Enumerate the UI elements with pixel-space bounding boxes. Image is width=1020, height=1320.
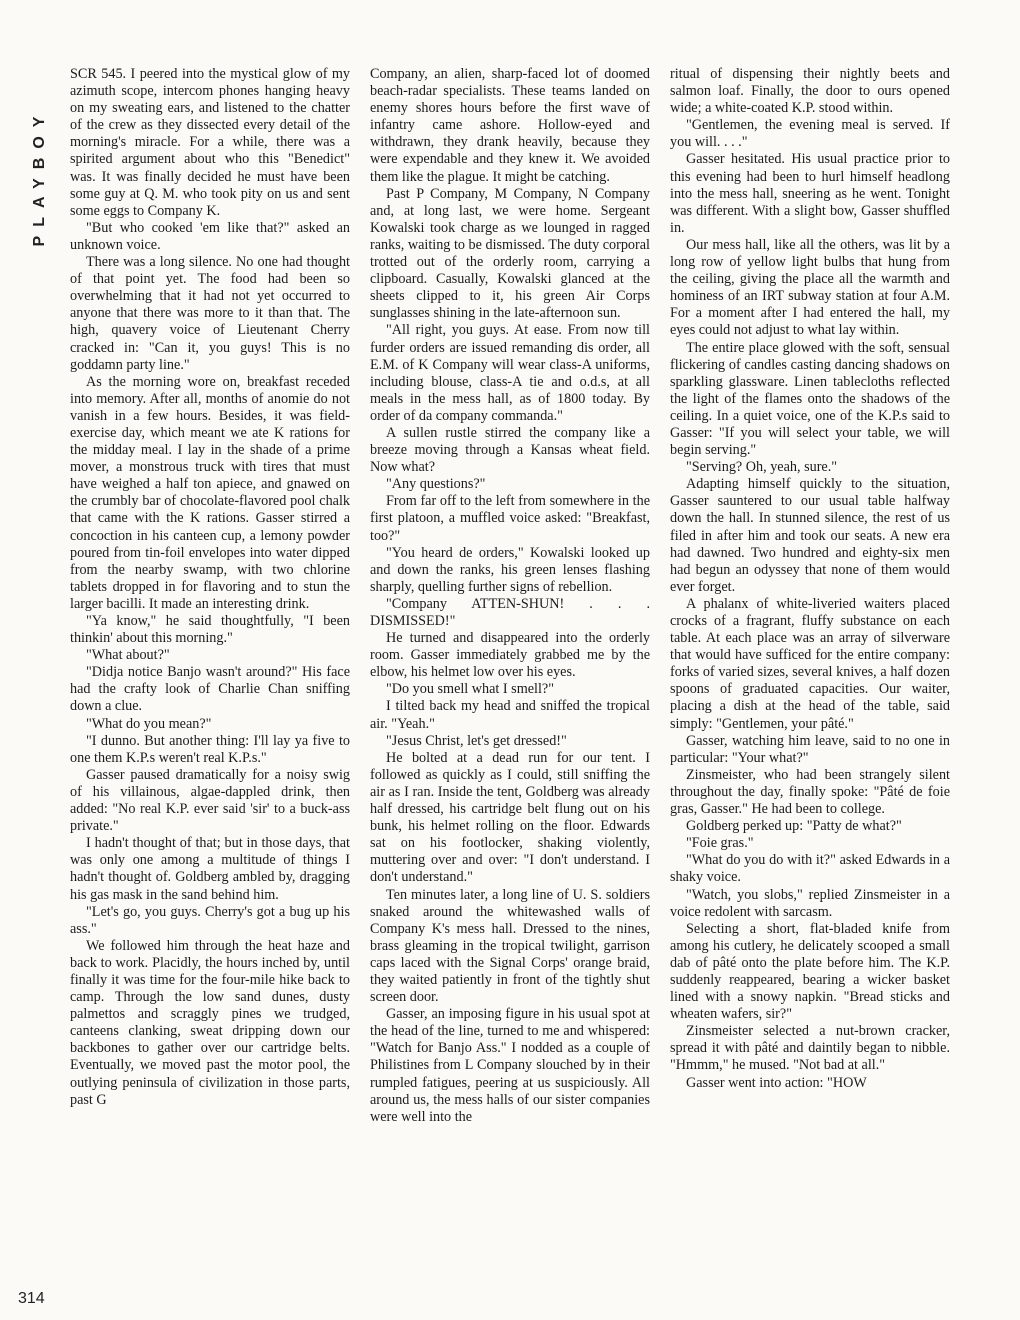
paragraph: "You heard de orders," Kowalski looked up and down the ranks, his green lenses flashing sharply, quelling further signs of rebellion. <box>370 544 650 595</box>
paragraph: Adapting himself quickly to the situation, Gasser sauntered to our usual table halfway down the hall. In stunned silence, the rest of us filed in after him and took our seats. A new era had dawned. Two hundred and eighty-six men had begun an odyssey that none of them would ever forget. <box>670 476 950 595</box>
paragraph: We followed him through the heat haze and back to work. Placidly, the hours inched by, until finally it was time for the four-mile hike back to camp. Through the low sand dunes, dusty palmettos and scraggly pines we trudged, canteens clanking, sweat dripping down our backbones to gather over our cartridge belts. Eventually, we moved past the motor pool, the outlying peninsula of civilization in those parts, past G <box>70 937 350 1108</box>
paragraph: Zinsmeister selected a nut-brown cracker, spread it with pâté and daintily began to nibble. "Hmmm," he mused. "Not bad at all." <box>670 1023 950 1074</box>
paragraph: I hadn't thought of that; but in those days, that was only one among a multitude of things I hadn't thought of. Goldberg ambled by, dragging his gas mask in the sand behind him. <box>70 835 350 903</box>
text-column-2 <box>370 66 650 1306</box>
paragraph: He turned and disappeared into the orderly room. Gasser immediately grabbed me by the elbow, his helmet low over his eyes. <box>370 630 650 681</box>
text-column-1 <box>70 66 350 1306</box>
paragraph: "Any questions?" <box>386 476 486 493</box>
paragraph: He bolted at a dead run for our tent. I followed as quickly as I could, still sniffing the air as I ran. Inside the tent, Goldberg was already half dressed, his cartridge belt flung out on his bunk, his helmet rolling on the floor. Edwards sat on his footlocker, shaking violently, muttering over and over: "I don't understand. I don't understand." <box>370 749 650 886</box>
paragraph: I tilted back my head and sniffed the tropical air. "Yeah." <box>370 698 650 732</box>
paragraph: "Let's go, you guys. Cherry's got a bug up his ass." <box>70 903 350 937</box>
paragraph: "Company ATTEN-SHUN! . . . DISMISSED!" <box>370 595 650 629</box>
paragraph: Gasser hesitated. His usual practice prior to this evening had been to hurl himself headlong into the mess hall, sneering as he went. Tonight was different. With a slight bow, Gasser shuffled in. <box>670 151 950 236</box>
page-number: 314 <box>18 1290 45 1307</box>
paragraph: "Gentlemen, the evening meal is served. If you will. . . ." <box>670 117 950 151</box>
paragraph: Gasser, watching him leave, said to no one in particular: "Your what?" <box>670 732 950 766</box>
paragraph: There was a long silence. No one had thought of that point yet. The food had been so overwhelming that it had not yet occurred to anyone that there was more to it than that. The high, quavery voice of Lieutenant Cherry cracked in: "Can it, you guys! This is no goddamn party line." <box>70 254 350 373</box>
paragraph: "Foie gras." <box>686 835 754 852</box>
paragraph: Ten minutes later, a long line of U. S. soldiers snaked around the whitewashed walls of Company K's mess hall. Dressed to the nines, brass gleaming in the tropical twilight, garrison caps laced with the Signal Corps' orange braid, they waited patiently in front of the tightly shut screen door. <box>370 886 650 1006</box>
article-body <box>70 66 950 1306</box>
paragraph: Zinsmeister, who had been strangely silent throughout the day, finally spoke: "Pâté de foie gras, Gasser." He had been to college. <box>670 766 950 818</box>
paragraph: "Jesus Christ, let's get dressed!" <box>386 732 567 749</box>
paragraph: "Watch, you slobs," replied Zinsmeister in a voice redolent with sarcasm. <box>670 886 950 920</box>
paragraph: Past P Company, M Company, N Company and, at long last, we were home. Sergeant Kowalski took charge as we lounged in ragged ranks, waiting to be dismissed. The duty corporal trotted out of the orderly room, carrying a clipboard. Casually, Kowalski glanced at the sheets clipped to it, his green Air Corps sunglasses shining in the late-afternoon sun. <box>370 185 650 322</box>
paragraph: "But who cooked 'em like that?" asked an unknown voice. <box>70 219 350 253</box>
paragraph: From far off to the left from somewhere in the first platoon, a muffled voice asked: "Breakfast, too?" <box>370 493 650 544</box>
paragraph: "Ya know," he said thoughtfully, "I been thinkin' about this morning." <box>70 613 350 647</box>
paragraph: "Do you smell what I smell?" <box>386 681 555 698</box>
paragraph: "I dunno. But another thing: I'll lay ya five to one them K.P.s weren't real K.P.s." <box>70 732 350 766</box>
paragraph: Our mess hall, like all the others, was lit by a long row of yellow light bulbs that hung from the ceiling, giving the place all the warmth and hominess of an IRT subway station at four A.M. For a moment after I had entered the hall, my eyes could not adjust to what lay within. <box>670 236 950 339</box>
paragraph: Company, an alien, sharp-faced lot of doomed beach-radar specialists. These teams landed on enemy shores hours before the first wave of infantry came ashore. Hollow-eyed and withdrawn, they drank heavily, because they were expendable and they knew it. We avoided them like the plague. It might be catching. <box>370 66 650 185</box>
paragraph: "What do you mean?" <box>86 715 212 732</box>
paragraph: A sullen rustle stirred the company like a breeze moving through a Kansas wheat field. Now what? <box>370 424 650 476</box>
paragraph: As the morning wore on, breakfast receded into memory. After all, months of anomie do not vanish in a few hours. Besides, it was field-exercise day, which meant we ate K rations for the midday meal. I lay in the shade of a prime mover, a monstrous truck with tires that must have weighed a half ton apiece, and gnawed on the crumbly bar of chocolate-flavored pool chalk that came with the K rations. Gasser stirred a concoction in his canteen cup, a lemony powder poured from tin-foil envelopes into water dipped from the nearby swamp, with two chlorine tablets dropped in for flavoring and to stun the larger bacilli. It made an interesting drink. <box>70 373 350 612</box>
paragraph: A phalanx of white-liveried waiters placed crocks of a fragrant, fluffy substance on each table. At each place was an array of silverware that would have sufficed for the entire company: forks of varied sizes, several knives, a half dozen spoons of graduated capacities. Our waiter, placing a dish at the head of the table, said simply: "Gentlemen, your pâté." <box>670 595 950 732</box>
paragraph: Gasser paused dramatically for a noisy swig of his villainous, algae-dappled drink, then added: "No real K.P. ever said 'sir' to a buck-ass private." <box>70 766 350 835</box>
paragraph: Gasser, an imposing figure in his usual spot at the head of the line, turned to me and whispered: "Watch for Banjo Ass." I nodded as a couple of Philistines from L Company slouched by in their rumpled fatigues, peering at us suspiciously. All around us, the mess halls of our sister companies were well into the <box>370 1006 650 1125</box>
masthead <box>30 58 52 298</box>
paragraph: Gasser went into action: "HOW <box>686 1074 867 1091</box>
paragraph: "Serving? Oh, yeah, sure." <box>686 459 838 476</box>
masthead-text: PLAYBOY <box>31 107 48 247</box>
paragraph: "What about?" <box>86 647 170 664</box>
paragraph: "What do you do with it?" asked Edwards in a shaky voice. <box>670 852 950 886</box>
paragraph: ritual of dispensing their nightly beets and salmon loaf. Finally, the door to ours opened wide; a white-coated K.P. stood within. <box>670 66 950 117</box>
paragraph: SCR 545. I peered into the mystical glow of my azimuth scope, intercom phones hanging heavy on my sweating ears, and listened to the chatter of the crew as they dissected every detail of the morning's miracle. For a while, there was a spirited argument about who this "Benedict" was. It was finally decided he must have been some guy at Q. M. who took pity on us and sent some eggs to Company K. <box>70 66 350 219</box>
paragraph: Selecting a short, flat-bladed knife from among his cutlery, he delicately scooped a small dab of pâté onto the plate before him. The K.P. suddenly reappeared, bearing a wicker basket lined with a snowy napkin. "Bread sticks and wheaten wafers, sir?" <box>670 920 950 1023</box>
text-column-3 <box>670 66 950 1306</box>
paragraph: "All right, you guys. At ease. From now till furder orders are issued remanding dis order, all E.M. of K Company will wear class-A uniforms, including blouse, class-A tie and o.d.s, at all meals in the mess hall, as of 1800 today. By order of da company commanda." <box>370 322 650 424</box>
paragraph: Goldberg perked up: "Patty de what?" <box>686 818 902 835</box>
paragraph: The entire place glowed with the soft, sensual flickering of candles casting dancing shadows on sparkling glassware. Linen tablecloths reflected the light of the flames onto the shadows of the ceiling. In a quiet voice, one of the K.P.s said to Gasser: "If you will select your table, we will begin serving." <box>670 339 950 459</box>
paragraph: "Didja notice Banjo wasn't around?" His face had the crafty look of Charlie Chan sniffing down a clue. <box>70 664 350 715</box>
